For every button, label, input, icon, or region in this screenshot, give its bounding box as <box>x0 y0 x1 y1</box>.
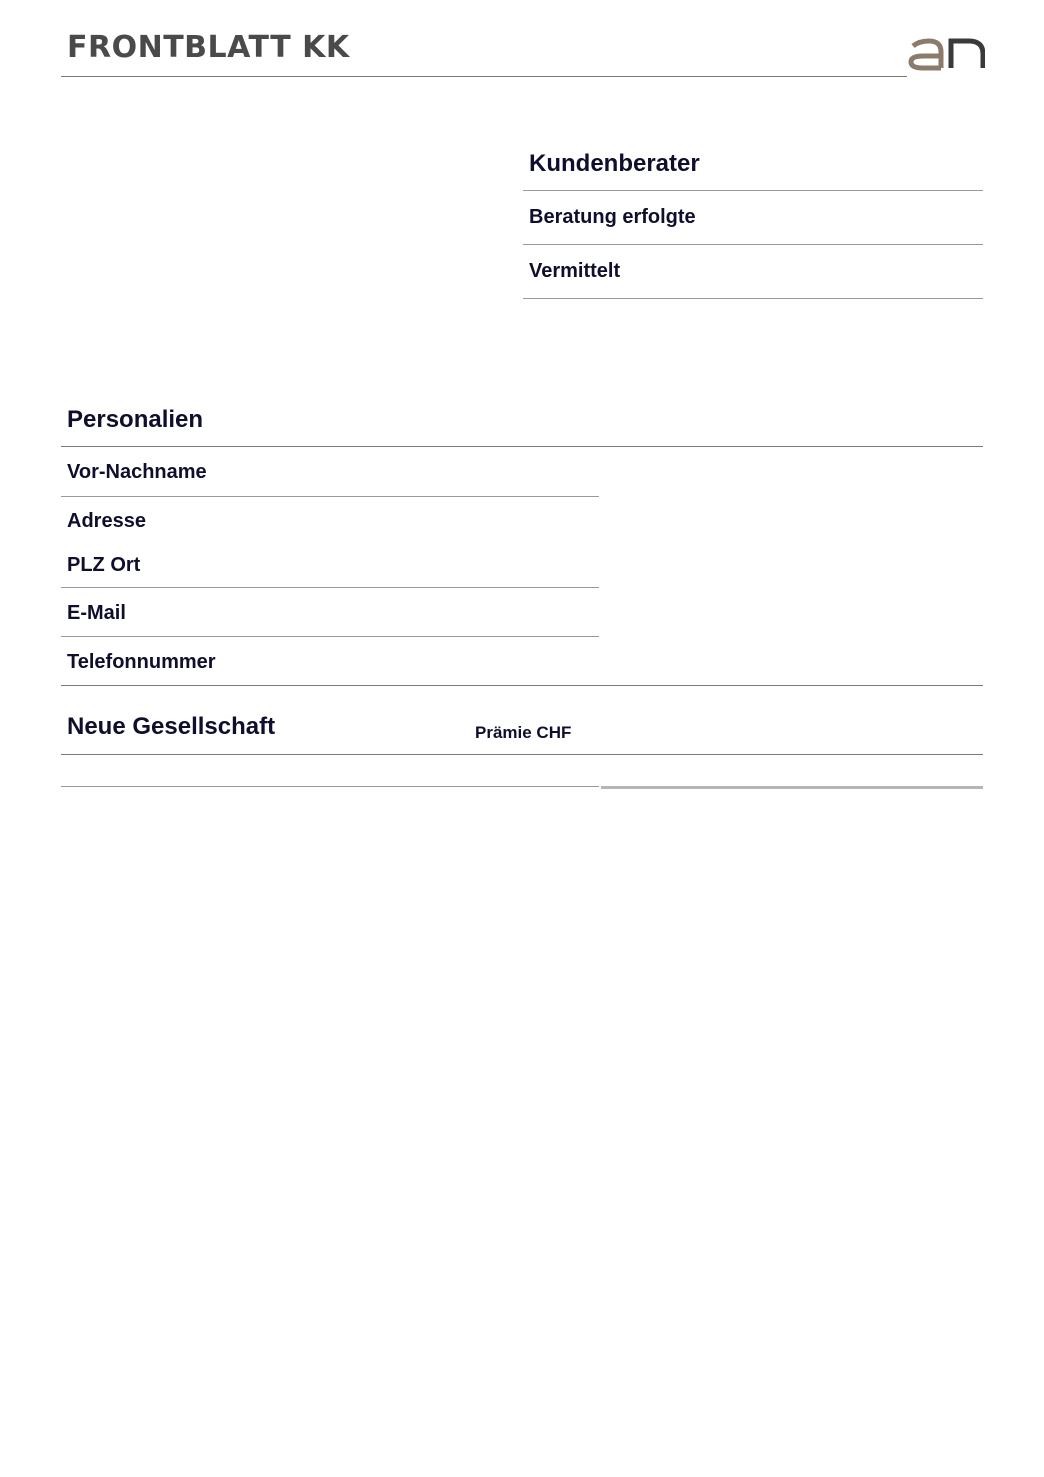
personal-divider <box>61 446 983 447</box>
zip-city-label: PLZ Ort <box>67 554 141 576</box>
premium-label: Prämie CHF <box>475 723 572 742</box>
company-row-divider <box>61 786 599 787</box>
field-divider <box>61 636 599 637</box>
phone-label: Telefonnummer <box>67 651 216 673</box>
advisor-consultation-label: Beratung erfolgte <box>529 206 696 228</box>
personal-heading: Personalien <box>67 406 204 433</box>
advisor-heading: Kundenberater <box>529 150 700 177</box>
advisor-divider <box>523 298 983 299</box>
company-logo <box>907 32 985 72</box>
field-divider <box>61 587 599 588</box>
page-title: FRONTBLATT KK <box>67 30 350 65</box>
company-divider <box>61 754 983 755</box>
advisor-divider <box>523 244 983 245</box>
company-heading: Neue Gesellschaft <box>67 713 276 740</box>
field-divider <box>61 496 599 497</box>
title-divider <box>61 76 907 77</box>
email-label: E-Mail <box>67 602 126 624</box>
name-label: Vor-Nachname <box>67 461 207 483</box>
personal-end-divider <box>61 685 983 686</box>
premium-row-divider <box>601 786 983 789</box>
address-label: Adresse <box>67 510 146 532</box>
advisor-brokered-label: Vermittelt <box>529 260 621 282</box>
advisor-divider <box>523 190 983 191</box>
